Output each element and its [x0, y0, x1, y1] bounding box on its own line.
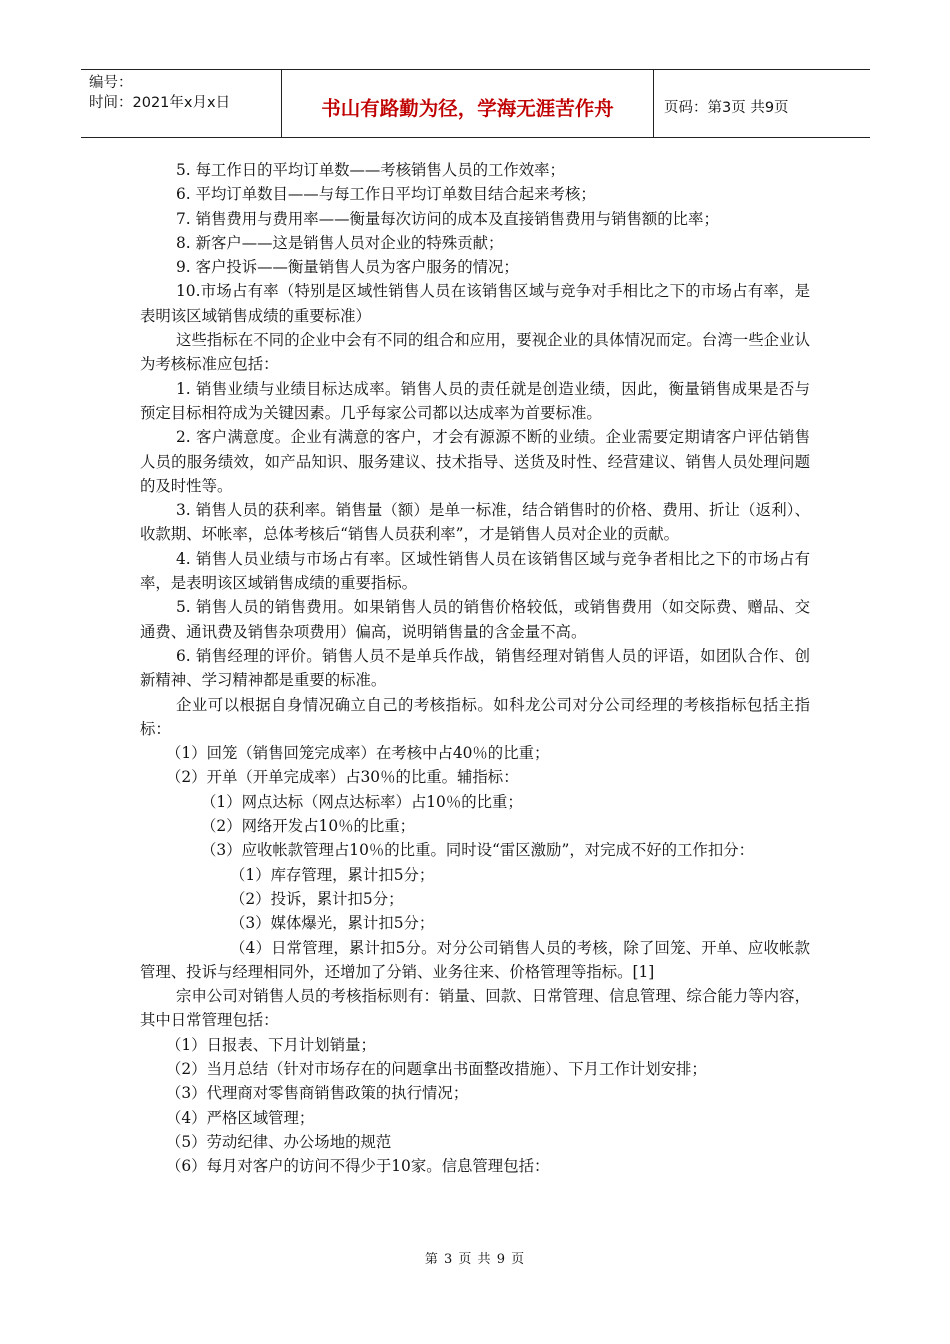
list-item: （1）库存管理，累计扣5分；: [230, 865, 435, 884]
list-item: （2）网络开发占10％的比重；: [201, 817, 416, 836]
paragraph: 9. 客户投诉——衡量销售人员为客户服务的情况；: [176, 258, 519, 277]
list-item: （4）严格区域管理；: [166, 1108, 315, 1127]
list-item: （2）开单（开单完成率）占30％的比重。辅指标：: [166, 768, 519, 787]
paragraph: 4. 销售人员业绩与市场占有率。区域性销售人员在该销售区域与竞争者相比之下的市场占有率，是表明该区域销售成绩的重要指标。: [140, 549, 810, 593]
paragraph: 宗申公司对销售人员的考核指标则有：销量、回款、日常管理、信息管理、综合能力等内容，其中日常管理包括：: [140, 987, 810, 1030]
paragraph: 6. 平均订单数目——与每工作日平均订单数目结合起来考核；: [176, 185, 596, 204]
list-item: （1）网点达标（网点达标率）占10％的比重；: [201, 792, 523, 811]
time-label: 时间：2021年x月x日: [89, 95, 231, 111]
list-item: （3）应收帐款管理占10％的比重。同时设“雷区激励”，对完成不好的工作扣分：: [201, 841, 755, 860]
paragraph: 5. 销售人员的销售费用。如果销售人员的销售价格较低，或销售费用（如交际费、赠品、交通费、通讯费及销售杂项费用）偏高，说明销售量的含金量不高。: [140, 598, 810, 641]
list-item: （2）投诉，累计扣5分；: [230, 889, 404, 908]
list-item: （6）每月对客户的访问不得少于10家。信息管理包括：: [166, 1157, 550, 1176]
paragraph: 3. 销售人员的获利率。销售量（额）是单一标准，结合销售时的价格、费用、折让（返利）、收款期、坏帐率，总体考核后“销售人员获利率”，才是销售人员对企业的贡献。: [140, 501, 810, 544]
paragraph: 10.市场占有率（特别是区域性销售人员在该销售区域与竞争对手相比之下的市场占有率，是表明该区域销售成绩的重要标准）: [140, 282, 810, 325]
page-info: 页码：第3页 共9页: [664, 100, 789, 116]
list-item: （1）日报表、下月计划销量；: [166, 1035, 376, 1054]
list-item: （1）回笼（销售回笼完成率）在考核中占40％的比重；: [166, 744, 550, 763]
document-body: [140, 158, 810, 1178]
paragraph: 7. 销售费用与费用率——衡量每次访问的成本及直接销售费用与销售额的比率；: [176, 209, 719, 228]
list-item: （2）当月总结（针对市场存在的问题拿出书面整改措施）、下月工作计划安排；: [166, 1059, 707, 1078]
paragraph: 企业可以根据自身情况确立自己的考核指标。如科龙公司对分公司经理的考核指标包括主指标：: [140, 695, 810, 738]
paragraph: 2. 客户满意度。企业有满意的客户，才会有源源不断的业绩。企业需要定期请客户评估销售人员的服务绩效，如产品知识、服务建议、技术指导、送货及时性、经营建议、销售人员处理问题的及时性等。: [140, 428, 810, 495]
page-footer: 第 3 页 共 9 页: [424, 1252, 526, 1267]
list-item: （3）代理商对零售商销售政策的执行情况；: [166, 1084, 469, 1103]
paragraph: 1. 销售业绩与业绩目标达成率。销售人员的责任就是创造业绩，因此，衡量销售成果是否与预定目标相符成为关键因素。几乎每家公司都以达成率为首要标准。: [140, 379, 810, 422]
paragraph: 6. 销售经理的评价。销售人员不是单兵作战，销售经理对销售人员的评语，如团队合作、创新精神、学习精神都是重要的标准。: [140, 646, 810, 690]
list-item: （4）日常管理，累计扣5分。对分公司销售人员的考核，除了回笼、开单、应收帐款管理、投诉与经理相同外，还增加了分销、业务往来、价格管理等指标。[1]: [140, 938, 810, 981]
number-label: 编号：: [89, 75, 133, 91]
header-meta-cell: [81, 70, 282, 137]
motto: 书山有路勤为径，学海无涯苦作舟: [282, 70, 654, 137]
paragraph: 5. 每工作日的平均订单数——考核销售人员的工作效率；: [176, 161, 565, 179]
paragraph: 这些指标在不同的企业中会有不同的组合和应用，要视企业的具体情况而定。台湾一些企业认为考核标准应包括：: [140, 331, 810, 374]
list-item: （3）媒体爆光，累计扣5分；: [230, 914, 435, 933]
header-table: [81, 69, 870, 138]
paragraph: 8. 新客户——这是销售人员对企业的特殊贡献；: [176, 233, 504, 252]
list-item: （5）劳动纪律、办公场地的规范: [166, 1132, 392, 1151]
